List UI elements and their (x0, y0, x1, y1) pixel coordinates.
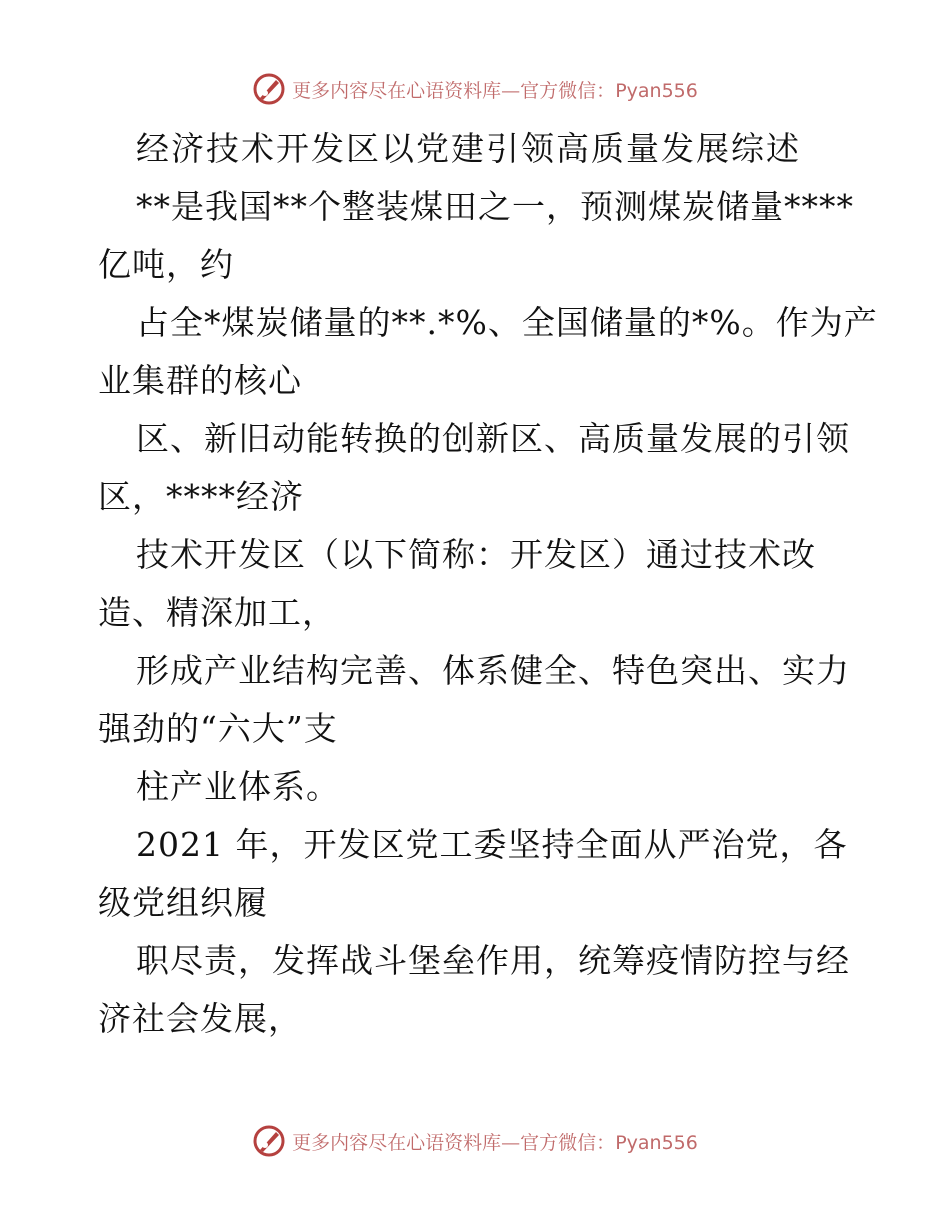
watermark-text (292, 76, 698, 103)
watermark-separator: — (501, 79, 521, 102)
body-line-9: 形成产业结构完善、体系健全、特色突出、实力 (136, 651, 850, 690)
body-line-11: 柱产业体系。 (136, 767, 340, 806)
body-line-2: 亿吨，约 (98, 245, 234, 284)
header-watermark (0, 72, 950, 106)
quill-logo-icon (252, 72, 286, 106)
quill-logo-icon (252, 1124, 286, 1158)
body-line-7: 技术开发区（以下简称：开发区）通过技术改 (136, 535, 816, 574)
watermark-wechat-id: Pyan556 (615, 79, 698, 102)
watermark-wechat-label: 官方微信： (520, 79, 616, 102)
document-title: 经济技术开发区以党建引领高质量发展综述 (136, 129, 801, 168)
body-line-3: 占全*煤炭储量的**.*%、全国储量的*%。作为产 (136, 303, 878, 342)
body-line-4: 业集群的核心 (98, 361, 302, 400)
body-line-13: 级党组织履 (98, 883, 268, 922)
body-line-10: 强劲的“六大”支 (98, 709, 338, 748)
body-line-14: 职尽责，发挥战斗堡垒作用，统筹疫情防控与经 (136, 941, 850, 980)
watermark-wechat-label: 官方微信： (520, 1131, 616, 1154)
watermark-slogan: 更多内容尽在心语资料库 (292, 79, 502, 102)
body-line-8: 造、精深加工， (98, 593, 336, 632)
document-body (98, 120, 878, 1048)
watermark-separator: — (501, 1131, 521, 1154)
watermark-slogan: 更多内容尽在心语资料库 (292, 1131, 502, 1154)
body-line-12: 2021 年，开发区党工委坚持全面从严治党，各 (136, 825, 848, 864)
body-line-1: **是我国**个整装煤田之一，预测煤炭储量**** (136, 187, 854, 226)
footer-watermark (0, 1124, 950, 1158)
body-line-15: 济社会发展， (98, 999, 302, 1038)
watermark-wechat-id: Pyan556 (615, 1131, 698, 1154)
body-line-5: 区、新旧动能转换的创新区、高质量发展的引领 (136, 419, 850, 458)
watermark-text (292, 1128, 698, 1155)
body-line-6: 区，****经济 (98, 477, 304, 516)
